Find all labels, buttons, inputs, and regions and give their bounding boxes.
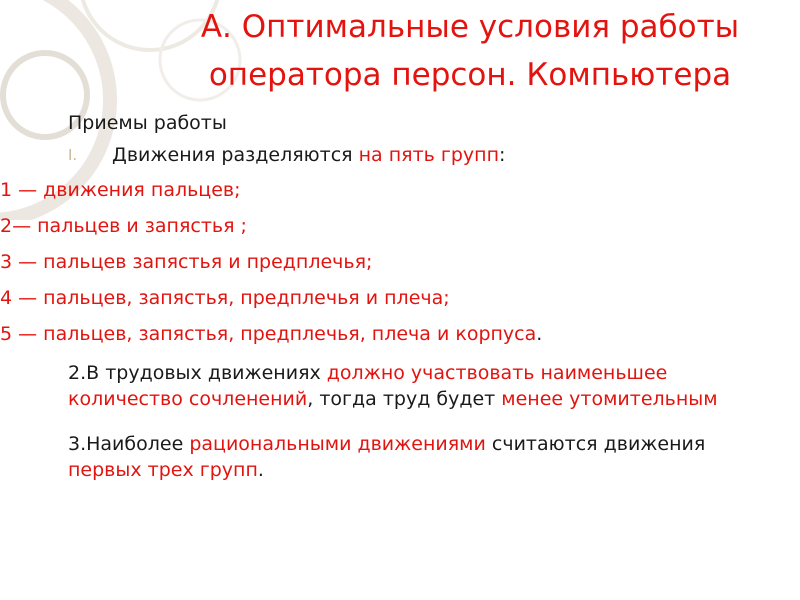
text-plain: 2.В трудовых движениях — [68, 362, 327, 384]
text-plain: считаются движения — [485, 433, 706, 455]
group-text: 3 — пальцев запястья и предплечья; — [0, 251, 373, 273]
title-line-2: оператора персон. Компьютера — [208, 57, 732, 93]
group-item-5 — [0, 316, 712, 352]
text-highlight: менее утомительным — [501, 388, 718, 410]
text-plain: , тогда труд будет — [307, 388, 502, 410]
paragraph-2 — [68, 360, 780, 412]
text-highlight: первых трех групп — [68, 459, 258, 481]
group-text-wrapper — [0, 321, 542, 347]
text-plain: : — [499, 144, 506, 166]
text-plain: 3.Наиболее — [68, 433, 190, 455]
slide-title — [140, 0, 800, 99]
list-item-text — [112, 142, 505, 168]
text-highlight: рациональными движениями — [189, 433, 486, 455]
group-item-4 — [0, 280, 712, 316]
text-plain: Движения разделяются — [112, 144, 359, 166]
text-highlight: должно участвовать наименьшее количество сочленений — [68, 362, 668, 410]
text-highlight: на пять групп — [358, 144, 500, 166]
text-plain: . — [257, 459, 264, 481]
group-item-1 — [0, 172, 712, 208]
group-text: 1 — движения пальцев; — [0, 179, 241, 201]
paragraph-3 — [68, 431, 780, 483]
list-item-1 — [68, 138, 780, 172]
group-item-3 — [0, 244, 712, 280]
group-text: 5 — пальцев, запястья, предплечья, плеча и корпуса — [0, 323, 537, 345]
list-marker: I. — [68, 146, 78, 164]
group-text: 2— пальцев и запястья ; — [0, 215, 247, 237]
group-text-tail: . — [536, 323, 543, 345]
title-line-1: А. Оптимальные условия работы — [200, 9, 740, 45]
group-text: 4 — пальцев, запястья, предплечья и плеча; — [0, 287, 450, 309]
section-heading: Приемы работы — [68, 112, 227, 134]
group-item-2 — [0, 208, 712, 244]
slide-body — [0, 110, 780, 502]
